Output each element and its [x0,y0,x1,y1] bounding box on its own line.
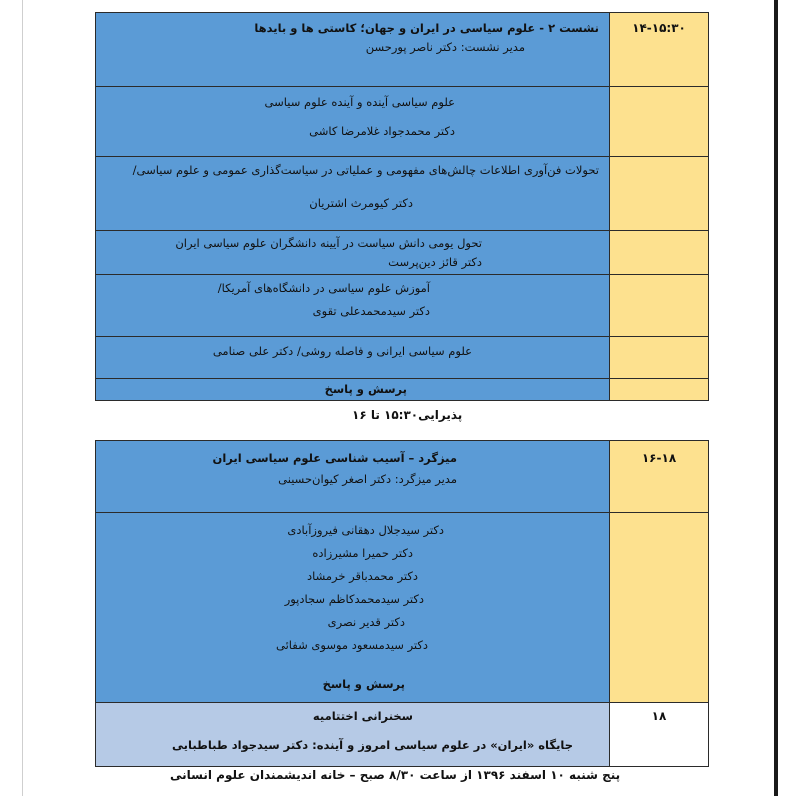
talk-speaker: دکتر محمدجواد غلامرضا کاشی [309,124,455,138]
roundtable-time: ۱۶-۱۸ [641,451,677,465]
talk-title: علوم سیاسی ایرانی و فاصله روشی/ دکتر علی صنامی [212,344,472,358]
closing-row [96,703,709,767]
closing-time: ۱۸ [651,709,667,723]
session2-talk-row [96,87,709,157]
roundtable-participants-row [96,513,709,703]
session2-talk-row [96,275,709,337]
reception-note: پذیرایی۱۵:۳۰ تا ۱۶ [352,408,463,422]
participant: دکتر سیدجلال دهقانی فیروزآبادی [287,523,444,537]
session2-qa: پرسش و پاسخ [324,382,407,396]
participant: دکتر سیدمسعود موسوی شفائی [276,638,428,652]
session2-talk-row [96,231,709,275]
participant: دکتر قدیر نصری [327,615,405,629]
session2-header-row [96,13,709,87]
roundtable-qa: پرسش و پاسخ [322,677,405,691]
roundtable-title: میزگرد – آسیب شناسی علوم سیاسی ایران [212,451,457,465]
event-footer: پنج شنبه ۱۰ اسفند ۱۳۹۶ از ساعت ۸/۳۰ صبح – خانه اندیشمندان علوم انسانی [170,768,621,782]
talk-title: علوم سیاسی آینده و آینده علوم سیاسی [264,95,455,109]
participant: دکتر محمدباقر خرمشاد [306,569,418,583]
closing-speech: جایگاه «ایران» در علوم سیاسی امروز و آینده: دکتر سیدجواد طباطبایی [172,738,573,752]
talk-speaker: دکتر سیدمحمدعلی تقوی [312,304,430,318]
session2-talk-row [96,337,709,379]
talk-speaker: دکتر کیومرث اشتریان [309,196,413,210]
session2-title: نشست ۲ - علوم سیاسی در ایران و جهان؛ کاستی ها و بایدها [254,21,599,35]
talk-title: آموزش علوم سیاسی در دانشگاه‌های آمریکا/ [217,281,430,295]
session2-qa-row [96,379,709,401]
page-edge-rule [774,0,778,796]
talk-title: تحولات فن‌آوری اطلاعات چالش‌های مفهومی و عملیاتی در سیاست‌گذاری عمومی و علوم سیاسی/ [132,163,599,177]
closing-title: سخنرانی اختتامیه [312,709,413,723]
session2-moderator: مدیر نشست: دکتر ناصر پورحسن [365,40,525,54]
session2-time: ۱۴-۱۵:۳۰ [632,21,686,35]
roundtable-table [95,440,709,767]
roundtable-header-row [96,441,709,513]
participants-list [96,519,609,657]
roundtable-moderator: مدیر میزگرد: دکتر اصغر کیوان‌حسینی [278,472,457,486]
talk-title: تحول یومی دانش سیاست در آیینه دانشگران علوم سیاسی ایران [175,236,482,250]
talk-speaker: دکتر قائز دین‌پرست [388,255,482,269]
participant: دکتر حمیرا مشیرزاده [312,546,413,560]
participant: دکتر سیدمحمدکاظم سجادپور [284,592,424,606]
session2-talk-row [96,157,709,231]
session2-table [95,12,709,401]
